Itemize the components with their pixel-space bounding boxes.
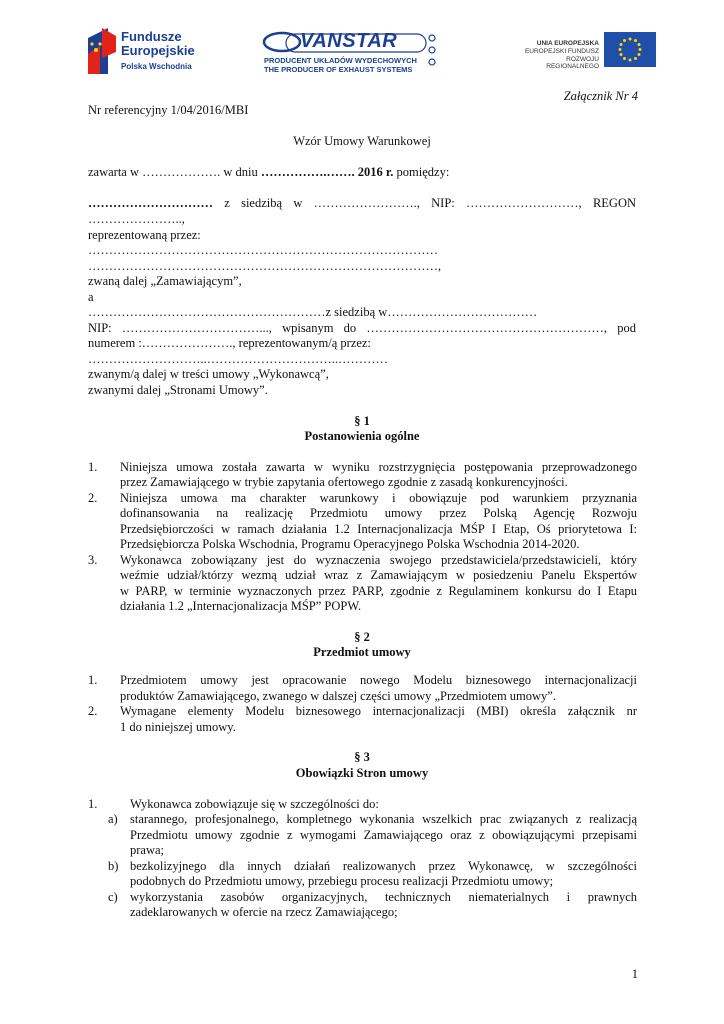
party-line-1 bbox=[88, 164, 449, 180]
page-number: 1 bbox=[631, 967, 638, 981]
s3-intro-number: 1. bbox=[88, 797, 98, 811]
party-line-10: NIP: ……………………………..., wpisanym do …………………………………………………, pod bbox=[88, 321, 636, 335]
s1-item-3-line: działania 1.2 „Internacjonalizacja MŚP” POPW. bbox=[120, 599, 362, 613]
s1-item-1-number: 1. bbox=[88, 460, 98, 474]
s1-item-2-line: Przedsiębiorczości w ramach działania 1.2 Internacjonalizacja MŚP I Etap, Oś priorytetowa I: bbox=[120, 522, 637, 536]
section-3-title: Obowiązki Stron umowy bbox=[295, 766, 429, 780]
section-1-number: § 1 bbox=[354, 414, 370, 428]
party-line-5: ………………………………………………………………………… bbox=[88, 243, 438, 257]
s2-item-2-number: 2. bbox=[88, 704, 98, 718]
s1-item-2-line: Niniejsza umowa ma charakter warunkowy i obowiązuje pod warunkiem przyznania bbox=[120, 491, 637, 505]
s3-item-c-marker: c) bbox=[108, 890, 118, 904]
s1-item-1-line: Niniejsza umowa została zawarta w wyniku rozstrzygnięcia postępowania przeprowadzonego bbox=[120, 460, 637, 474]
eu-line2: EUROPEJSKI FUNDUSZ bbox=[524, 48, 599, 55]
party-line-4: reprezentowaną przez: bbox=[88, 228, 201, 242]
s1-item-2-line: dofinansowania na realizację Przedmiotu umowy przez Polską Agencję Rozwoju bbox=[120, 506, 637, 520]
s3-item-c-line: zadeklarowanych w ofercie na rzecz Zamawiającego; bbox=[130, 905, 398, 919]
party-line-7: zwaną dalej „Zamawiającym”, bbox=[88, 274, 242, 288]
s3-item-b-line: bezkolizyjnego dla innych działań realizowanych przez Wykonawcę, w szczególności bbox=[130, 859, 637, 873]
contract-place-date: zawarta w ………………. w dniu bbox=[88, 165, 261, 179]
contract-year: …………….……. 2016 r. bbox=[260, 165, 394, 179]
s1-item-3-number: 3. bbox=[88, 553, 98, 567]
section-3-number: § 3 bbox=[354, 750, 370, 764]
vanstar-sub1: PRODUCENT UKŁADÓW WYDECHOWYCH bbox=[264, 56, 417, 65]
s3-item-b-marker: b) bbox=[108, 859, 119, 873]
s1-item-3-line: w PARP, w terminie wyznaczonych przez PARP, zgodnie z Regulaminem konkursu do I Etapu bbox=[120, 584, 637, 598]
reference-number: Nr referencyjny 1/04/2016/MBI bbox=[88, 103, 249, 117]
annex-label: Załącznik Nr 4 bbox=[563, 89, 638, 103]
fe-line3: Polska Wschodnia bbox=[121, 62, 192, 71]
s3-item-a-line: prawa; bbox=[130, 843, 165, 857]
s2-item-1-number: 1. bbox=[88, 673, 98, 687]
party-line-6: …………………………………………………………………………, bbox=[88, 259, 442, 273]
s2-item-1-line: produktów Zamawiającego, zwanego w dalszej części umowy „Przedmiotem umowy”. bbox=[120, 689, 556, 703]
party-line-8: a bbox=[88, 290, 94, 304]
eu-flag-icon bbox=[604, 32, 656, 67]
party-line-13: zwanym/ą dalej w treści umowy „Wykonawcą”, bbox=[88, 367, 329, 381]
vanstar-name: VANSTAR bbox=[300, 30, 398, 52]
s3-item-c-line: wykorzystania zasobów organizacyjnych, technicznych niematerialnych i prawnych bbox=[130, 890, 637, 904]
contract-between: pomiędzy: bbox=[393, 165, 450, 179]
s1-item-2-line: Przedsiębiorcza Polska Wschodnia, Programu Operacyjnego Polska Wschodnia 2014-2020. bbox=[120, 537, 580, 551]
party-line-11: numerem :…………………., reprezentowanym/ą przez: bbox=[88, 336, 371, 350]
s1-item-3-line: Wykonawca zobowiązany jest do wyznaczenia swojego przedstawiciela/przedstawicieli, który bbox=[120, 553, 637, 567]
fe-line1: Fundusze bbox=[121, 29, 182, 44]
s2-item-2-line: 1 do niniejszej umowy. bbox=[120, 720, 236, 734]
fundusze-europejskie-flag-icon bbox=[88, 28, 116, 74]
eu-line1: UNIA EUROPEJSKA bbox=[536, 40, 599, 47]
s2-item-2-line: Wymagane elementy Modelu biznesowego internacjonalizacji (MBI) określa załącznik nr bbox=[120, 704, 637, 718]
s3-item-a-line: Przedmiotu umowy zgodnie z wymogami Zamawiającego oraz z obowiązującymi przepisami bbox=[130, 828, 637, 842]
party-line-2 bbox=[88, 195, 636, 211]
section-2-number: § 2 bbox=[354, 630, 370, 644]
s3-item-a-line: starannego, profesjonalnego, kompletnego wykonania wszelkich prac związanych z realizacją bbox=[130, 812, 637, 826]
party-line-12: ………………………..…………………………..………… bbox=[88, 352, 388, 366]
document-title: Wzór Umowy Warunkowej bbox=[293, 134, 431, 148]
section-2-title: Przedmiot umowy bbox=[313, 645, 411, 659]
fe-logo-text bbox=[121, 30, 195, 58]
s3-item-a-marker: a) bbox=[108, 812, 118, 826]
fe-line2: Europejskie bbox=[121, 43, 195, 58]
s1-item-2-number: 2. bbox=[88, 491, 98, 505]
party-line-3: ………………….., bbox=[88, 212, 185, 226]
s1-item-1-line: przez Zamawiającego w trybie zapytania ofertowego zgodnie z zasadą konkurencyjności. bbox=[120, 475, 568, 489]
s1-item-3-line: weźmie udział/którzy wezmą udział wraz z Zamawiającym w posiedzeniu Panelu Ekspertów bbox=[120, 568, 637, 582]
eu-line3: ROZWOJU REGIONALNEGO bbox=[546, 56, 599, 70]
s2-item-1-line: Przedmiotem umowy jest opracowanie nowego Modelu biznesowego internacjonalizacji bbox=[120, 673, 637, 687]
party-line-9: …………………………………………………z siedzibą w……………………………… bbox=[88, 305, 538, 319]
section-1-title: Postanowienia ogólne bbox=[304, 429, 420, 443]
party1-name: ………………………… bbox=[88, 196, 213, 210]
s3-item-b-line: podobnych do Przedmiotu umowy, przebiegu procesu realizacji Przedmiotu umowy; bbox=[130, 874, 554, 888]
party1-details: z siedzibą w ……………………., NIP: ………………………, REGON bbox=[213, 196, 636, 210]
party-line-14: zwanymi dalej „Stronami Umowy”. bbox=[88, 383, 268, 397]
s3-intro: Wykonawca zobowiązuje się w szczególności do: bbox=[130, 797, 379, 811]
vanstar-sub2: THE PRODUCER OF EXHAUST SYSTEMS bbox=[264, 65, 413, 74]
